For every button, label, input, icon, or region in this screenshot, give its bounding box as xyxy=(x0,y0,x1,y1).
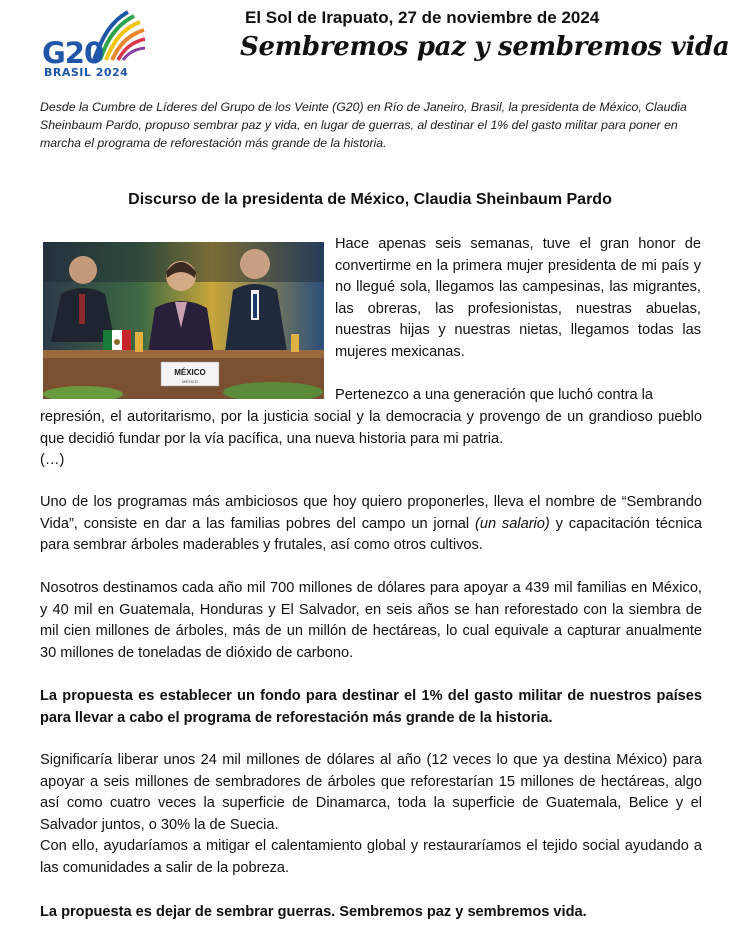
paragraph-6-block xyxy=(40,750,702,880)
paragraph-4: Nosotros destinamos cada año mil 700 millones de dólares para apoyar a 439 mil familias en México, y 40 mil en Guatemala, Honduras y El Salvador, en seis años se han reforestado con la siembra de mil cien millones de árboles, más de un millón de hectáreas, lo cual equivale a capturar anualmente 30 millones de toneladas de dióxido de carbono. xyxy=(40,580,702,661)
logo-subtitle: BRASIL 2024 xyxy=(44,66,129,79)
paragraph-2-block xyxy=(40,407,702,472)
paragraph-7: Con ello, ayudaríamos a mitigar el calentamiento global y restauraríamos el tejido social ayudando a las comunidades a salir de la pobreza. xyxy=(40,838,702,876)
source-date: El Sol de Irapuato, 27 de noviembre de 2024 xyxy=(245,8,600,27)
intro-paragraph: Desde la Cumbre de Líderes del Grupo de los Veinte (G20) en Río de Janeiro, Brasil, la presidenta de México, Claudia Sheinbaum Pardo, propuso sembrar paz y vida, en lugar de guerras, al destinar el 1% del gasto militar para poner en marcha el programa de reforestación más grande de la historia. xyxy=(40,100,687,150)
ellipsis: (…) xyxy=(40,452,65,469)
paragraph-3-block xyxy=(40,492,702,557)
paragraph-2-start: Pertenezco a una generación que luchó contra la xyxy=(335,387,654,404)
paragraph-3-text-b: y capacitación técnica para sembrar árboles maderables y frutales, así como otros cultivos. xyxy=(40,515,702,554)
slogan: Sembremos paz y sembremos vida xyxy=(240,32,730,62)
summit-photo xyxy=(43,242,324,399)
paragraph-5-block xyxy=(40,686,702,729)
paragraph-4-block xyxy=(40,578,702,664)
placard-subtext: MEXICO xyxy=(182,379,198,384)
proposal-statement: La propuesta es establecer un fondo para destinar el 1% del gasto militar de nuestros países para llevar a cabo el programa de reforestación más grande de la historia. xyxy=(40,688,702,726)
g20-brasil-logo xyxy=(40,8,148,82)
paragraph-2-continuation: represión, el autoritarismo, por la justicia social y la democracia y provengo de un grandioso pueblo que decidió fundar por la vía pacífica, una nueva historia para mi patria. xyxy=(40,409,702,447)
logo-title: G20 xyxy=(42,36,104,70)
paragraph-1: Hace apenas seis semanas, tuve el gran honor de convertirme en la primera mujer presidenta de mi país y no llegué sola, llegamos las campesinas, las migrantes, las obreras, las profesionistas, nuestras abuelas, nuestras hijas y nuestras nietas, llegamos todas las mujeres mexicanas. xyxy=(335,236,701,360)
closing-statement: La propuesta es dejar de sembrar guerras. Sembremos paz y sembremos vida. xyxy=(40,904,587,920)
speech-title: Discurso de la presidenta de México, Claudia Sheinbaum Pardo xyxy=(128,191,612,208)
closing-block xyxy=(40,902,702,924)
paragraph-3-text-a: Uno de los programas más ambiciosos que hoy quiero proponerles, lleva el nombre de “Sembrando Vida”, consiste en dar a las familias pobres del campo un jornal xyxy=(40,494,702,532)
paragraph-3-italic: (un salario) xyxy=(474,515,550,532)
paragraph-1-block xyxy=(335,234,701,407)
paragraph-6: Significaría liberar unos 24 mil millones de dólares al año (12 veces lo que ya destina México) para apoyar a seis millones de sembradores de árboles que reforestarían 15 millones de hectáreas, algo así como cuatro veces la superficie de Dinamarca, toda la superficie de Guatemala, Belice y el Salvador juntos, o 30% la de Suecia. xyxy=(40,752,702,833)
paragraph-3 xyxy=(40,492,702,557)
placard-text: MÉXICO xyxy=(174,368,206,377)
summit-photo-illustration xyxy=(43,242,324,399)
